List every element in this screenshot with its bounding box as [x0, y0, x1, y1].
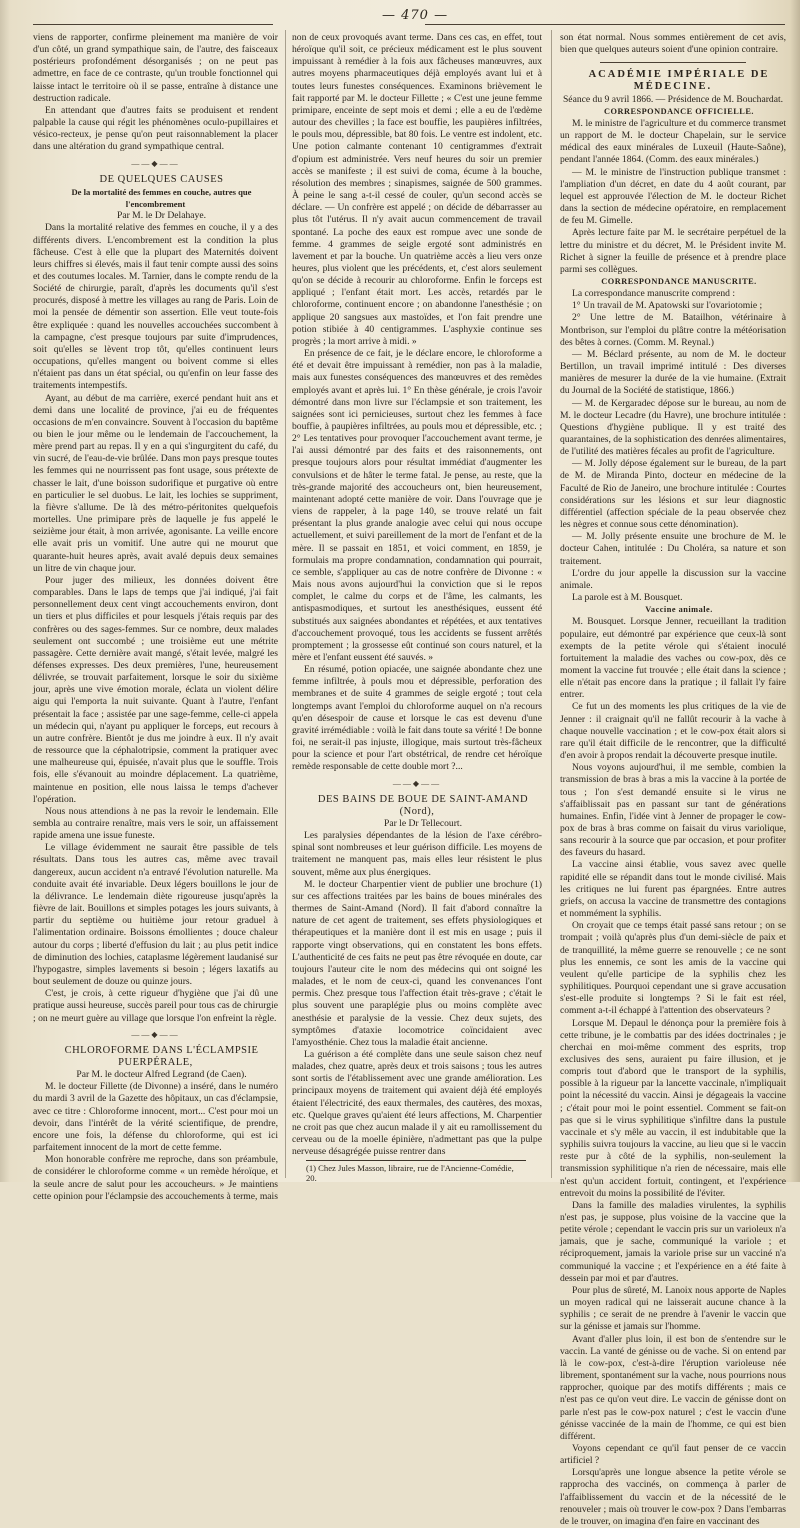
section-ornament: ——◆——: [392, 778, 442, 788]
paragraph: Lorsque M. Depaul le dénonça pour la première fois à cette tribune, je le combattis par des idées doctrinales ; je cherchai en moi-même comment des esprits, trop exclusives des sens, auraient pu faire illusion, et je compris tout d'abord que le transport de la syphilis, possible à la rigueur par la lancette vaccinale, n'impliquait point la nécessité du vaccin. Ainsi je dégageais la vaccine ; c'était pour moi le point essentiel. Comment se fait-on pas que si le virus syphilitique s'infiltre dans la pustule vaccinale et s'y mêle au vaccin, il est indubitable que la syphilis suivra toujours la vaccine, au lieu que si le vaccin reste pur à côté de la syphilis, non-seulement la transmission syphilitique n'a rien de nécessaire, mais elle n'est qu'un accident fortuit, contingent, et l'expérience entrevoit du moins la possibilité de l'éviter.: [560, 1017, 786, 1199]
paragraph: M. Bousquet. Lorsque Jenner, recueillant la tradition populaire, eut démontré par expérience que ceux-là sont exempts de la petite vérole qui s'étaient inoculé fortuitement la maladie des vaches ou cow-pox, dès ce moment la vaccine fut trouvée ; elle était dans la science ; elle n'était pas encore dans la pratique ; il fallait l'y faire entrer.: [560, 616, 786, 701]
paragraph: Pour plus de sûreté, M. Lanoix nous apporte de Naples un moyen radical qui ne laisserait aucune chance à la syphilis ; ce serait de ne prendre à l'avenir le vaccin que sur la génisse et jamais sur l'homme.: [560, 1284, 786, 1333]
subheading-official: CORRESPONDANCE OFFICIELLE.: [604, 106, 754, 116]
page-header: [0, 4, 800, 26]
paragraph: Nous nous attendions à ne pas la revoir le lendemain. Elle sembla au contraire renaître, mais vers le soir, un affaissement rapide amena une issue funeste.: [33, 805, 278, 842]
column-divider-2: [551, 30, 552, 1178]
paragraph: M. le docteur Fillette (de Divonne) a inséré, dans le numéro du mardi 3 avril de la Gazette des hôpitaux, un cas d'éclampsie, avec ce titre : Chloroforme innocent, mort... C'est pour moi un devoir, dans l'intérêt de la vérité scientifique, de prendre, encore une fois, la défense du chloroforme, qui est ici parfaitement innocent de la mort de cette femme.: [33, 1081, 278, 1154]
section-rule: [600, 62, 746, 63]
paragraph: — M. de Kergaradec dépose sur le bureau, au nom de M. le docteur Lecadre (du Havre), une brochure intitulée : Questions d'hygiène publique. Il y est traité des quarantaines, de la sophistication des denrées alimentaires, de l'utilité des matières fécales au profit de l'agriculture.: [560, 397, 786, 458]
section-title: CHLOROFORME DANS L'ÉCLAMPSIE PUERPÉRALE,: [64, 1044, 259, 1068]
paragraph: Nous voyons aujourd'hui, il me semble, combien la transmission de bras à bras a mis la vaccine à la portée de tous ; l'on s'est demandé ensuite si le virus ne s'affaiblissait pas en passant sur tant de générations humaines. Enfin, l'idée vint à Jenner de propager le cow-pox de bras à bras comme on faisait du virus variolique, sans recourir à la source que par occasion, et pour profiter des faveurs du hasard.: [560, 762, 786, 859]
session-line: Séance du 9 avril 1866. — Présidence de M. Bouchardat.: [562, 93, 784, 105]
paragraph: Mon honorable confrère me reproche, dans son préambule, de considérer le chloroforme comme « un remède héroïque, et la seule ancre de salut pour les accoucheurs. » Je maintiens cette opinion pour l'éclampsie des accouchements à terme, mais: [33, 1154, 278, 1202]
header-rule-right: [425, 24, 785, 25]
column-left: [33, 32, 278, 1202]
paragraph: M. le docteur Charpentier vient de publier une brochure (1) sur ces affections traitées par les bains de boues minérales des thermes de Saint-Amand (Nord). Il fait d'abord connaître la nature de cet agent de traitement, ses effets physiologiques et thérapeutiques et la manière dont il est mis en usage ; puis il rapporte vingt observations, qui en constatent les bons effets. L'authenticité de ces faits ne peut pas être révoquée en doute, car toujours l'auteur cite le nom des médecins qui ont soigné les malades, et le nom de ceux-ci, quand les convenances l'ont permis. Chez presque tous l'affection était très-grave ; c'était le plus souvent une paraplégie plus ou moins complète avec anesthésie et paralysie de la vessie. Chez deux sujets, des symptômes d'ataxie locomotrice coïncidaient avec l'amyosthénie. Chez tous la maladie était ancienne.: [292, 878, 542, 1048]
paragraph: — M. Béclard présente, au nom de M. le docteur Bertillon, un travail imprimé intitulé : Des diverses manières de mesurer la durée de la vie humaine. (Extrait du Journal de la Société de statistique, 1866.): [560, 348, 786, 397]
section-byline: Par M. le docteur Alfred Legrand (de Caen).: [76, 1069, 247, 1081]
paragraph: viens de rapporter, confirme pleinement ma manière de voir d'un côté, un grand sympathique sain, de l'autre, des faisceaux postérieurs profondément désorganisés ; on ne peut pas admettre, en face de ce contraste, qu'un trouble fonctionnel qui laisse intact le territoire où il se passe, entraîne à distance une destruction radicale.: [33, 32, 278, 104]
paragraph: La parole est à M. Bousquet.: [572, 592, 683, 604]
section-ornament: ——◆——: [131, 1029, 180, 1039]
paragraph: C'est, je crois, à cette rigueur d'hygiène que j'ai dû une pratique aussi heureuse, succès pareil pour tous cas de chirurgie ; on ne meurt guère au village que lorsque l'on enfreint la règle.: [33, 988, 278, 1024]
section-title: DE QUELQUES CAUSES: [99, 173, 224, 185]
paragraph: Les paralysies dépendantes de la lésion de l'axe cérébro-spinal sont nombreuses et leur guérison difficile. Les moyens de traitement ne manquent pas, mais elles leur résistent le plus souvent, même aux plus énergiques.: [292, 830, 542, 878]
paragraph: Pour juger des milieux, les données doivent être comparables. Dans le laps de temps que j'ai indiqué, j'ai fait personnellement deux cent vingt accouchements environ, dont un tiers et plus difficiles et pour lesquels j'étais requis par des confrères ou des sages-femmes. Sur ce nombre, deux malades seulement ont succombé ; une troisième eut une métrite passagère. Cette dernière avait mangé, s'était levée, malgré les défenses expresses. Des deux premières, l'une, heureusement délivrée, se trouvait parfaitement, lorsque le soir du sixième jour, après une vive émotion morale, éclata un violent délire aigu qui l'emporta la nuit suivante. Quant à l'autre, l'enfant présentait la face ; assistée par une sage-femme, celle-ci appela un médecin qui, n'ayant pu appliquer le forceps, eut recours à un autre confrère. Bientôt je dus me joindre à eux. Il n'y avait de ressource que la céphalotripsie, comment la pratiquer avec une malheureuse qui, épuisée, n'avait plus que le souffle. Trois fois, elle s'évanouit au moindre déplacement. La quatrième, maintenue en position, elle nous laissa le temps d'achever l'opération.: [33, 574, 278, 805]
paragraph: non de ceux provoqués avant terme. Dans ces cas, en effet, tout héroïque qu'il soit, ce précieux médicament est le plus souvent impuissant à remédier à la fois aux fâcheuses manœuvres, aux autres moyens pharmaceutiques déjà employés avant lui et à toutes leurs funestes conséquences. Examinons brièvement le fait rapporté par M. le docteur Fillette ; « C'est une jeune femme primipare, enceinte de sept mois et demi ; elle a eu de l'œdème autour des chevilles ; la face est bouffie, les paupières infiltrées, le pouls mou, dépressible, bat 80 fois. Le ventre est indolent, etc. Une potion calmante contenant 10 centigrammes d'extrait d'opium est administrée. Vers neuf heures du soir un premier accès se manifeste ; il est suivi de coma, écume à la bouche, résolution des membres ; sinapismes, saignée de 500 grammes. À peine le sang a-t-il cessé de couler, qu'un second accès se déclare. — Un confrère est appelé ; on décide de débarrasser au plus tôt l'utérus. Il n'y avait aucun commencement de travail spontané. La poche des eaux est rompue avec une sonde de femme. 4 grammes de seigle ergoté sont administrés en lavement et par la bouche. Un quatrième accès a lieu vers onze heures, plus violent que les précédents, et, c'est alors seulement qu'on se décide à recourir au chloroforme. Enfin le forceps est appliqué ; l'enfant était mort. Les accès, retardés par le chloroforme, continuent encore ; on abandonne l'anesthésie ; on applique 20 sangsues aux mastoïdes, et l'on fait prendre une potion stibiée à 40 centigrammes. L'asphyxie continue ses progrès ; la mort arrive à midi. »: [292, 32, 542, 347]
paragraph: Après lecture faite par M. le secrétaire perpétuel de la lettre du ministre et du décret, M. le Président invite M. Richet à signer la feuille de présence et à prendre place parmi ses collègues.: [560, 227, 786, 275]
paragraph: Avant d'aller plus loin, il est bon de s'entendre sur le vaccin. La vanté de génisse ou de vache. Si on entend par là le cow-pox, c'est-à-dire l'éruption varioleuse née librement, spontanément sur la vache, nous pourrions nous rapprocher, quoique par des motifs différents ; mais ce n'est pas ce qu'on veut dire. Le vaccin de génisse dont on parle n'est pas le cow-pox naturel ; c'est le vaccin d'une génisse vaccinée de la main de l'homme, ce qui est bien différent.: [560, 1333, 786, 1442]
section-subtitle: De la mortalité des femmes en couche, autres que l'encombrement: [71, 186, 252, 210]
column-right: [560, 32, 786, 1527]
paragraph: La guérison a été complète dans une seule saison chez neuf malades, chez quatre, après deux et trois saisons ; tous les autres sont sortis de l'établissement avec une grande amélioration. Les principaux moyens de traitement qui avaient déjà été employés étaient l'électricité, des eaux thermales, des cautères, des moxas, etc. Quelque graves qu'aient été leurs affections, M. Charpentier ne croit pas que chez aucun malade il y ait eu ramollissement du cerveau ou de la moelle épinière, n'admettant pas que la pulpe nerveuse désagrégée puisse rentrer dans: [292, 1048, 542, 1158]
paragraph: Ayant, au début de ma carrière, exercé pendant huit ans et demi dans une localité de province, j'ai eu de fréquentes occasions de m'en convaincre. Souvent à l'occasion du baptême ou bien le jour même ou le lendemain de l'accouchement, la mère prend part au repas. Il y en a qui s'ingurgitent du café, du vin sucré, de l'eau-de-vie brûlée. Dans mon pays presque toutes les femmes qui ne nourrissent pas font usage, sous prétexte de chasser le lait, d'une boisson sudorifique et purgative où entre en particulier le sel duobus. Le lait, les lochies se suppriment, la fièvre s'allume. De là des métro-péritonites quelquefois mortelles. Une primipare près de laquelle je fus appelé le seizième jour était, à mon arrivée, agonisante. La veille encore elle avait pris un vomitif. Une autre qui ne mourut que quarante-huit heures après, avait avalé depuis deux semaines un litre de vin chaque jour.: [33, 392, 278, 574]
paragraph: En attendant que d'autres faits se produisent et rendent palpable la cause qui régit les phénomènes oculo-pupillaires et vésico-recteux, je pense qu'on peut raisonnablement la placer dans une altération du grand sympathique central.: [33, 104, 278, 153]
subheading-manuscript: CORRESPONDANCE MANUSCRITE.: [601, 276, 757, 286]
paragraph: On croyait que ce temps était passé sans retour ; on se trompait ; voilà qu'après plus d'un demi-siècle de paix et de tranquillité, la même guerre se renouvelle ; ce ne sont plus les ennemis, ce sont les amis de la vaccine qui veulent qu'elle participe de la syphilis chez les syphilitiques. Pourquoi cependant une si grave accusation s'est-elle produite si longtemps ? Si le fait est réel, comment a-t-il échappé à l'attention des observateurs ?: [560, 920, 786, 1017]
paragraph: L'ordre du jour appelle la discussion sur la vaccine animale.: [560, 567, 786, 591]
section-title: DES BAINS DE BOUE DE SAINT-AMAND (Nord),: [317, 793, 529, 817]
page-edge-shadow-right: [790, 0, 800, 1182]
subheading-vaccine: Vaccine animale.: [645, 605, 713, 615]
page-edge-shadow-left: [0, 0, 10, 1182]
paragraph: En présence de ce fait, je le déclare encore, le chloroforme a été et devait être impuissant à remédier, non pas à la maladie, mais aux funestes conséquences des manœuvres et des remèdes employés avant et après lui. 1° En thèse générale, je crois l'avoir démontré dans mon livre sur l'éclampsie et son traitement, les saignées sont ici pernicieuses, surtout chez les femmes à face bouffie, à paupières infiltrées, au pouls mou et dépressible, etc. ; 2° Les tentatives pour provoquer l'accouchement avant terme, je l'ai aussi démontré par des faits et des raisonnements, ont presque toujours alors pour résultat immédiat d'augmenter les convulsions et de hâter le terme fatal. Je pense, au reste, que la très-grande majorité des accoucheurs ont, bien heureusement, maintenant adopté cette manière de voir. Dans l'ouvrage que je viens de rappeler, à la page 140, se trouve relaté un fait présentant la plus grande analogie avec celui qui nous occupe actuellement, et suivi pareillement de la mort de l'enfant et de la mère. Il se passait en 1851, et voici comment, en 1859, je formulais ma propre condamnation, condamnation qui pourrait, ce semble, s'appliquer au cas de notre confrère de Divonne : « Mais nous avons aujourd'hui la conviction que si le repos complet, le calme du corps et de l'âme, les calmants, les antispasmodiques, et surtout les anesthésiques, eussent été substitués aux saignées abondantes et répétées, et aux tentatives d'accouchement provoqué, tous les accidents se fussent arrêtés promptement ; la grossesse eût continué son cours naturel, et la mère et l'enfant eussent été sauvés. »: [292, 348, 542, 663]
paragraph: Dans la famille des maladies virulentes, la syphilis n'est pas, je suppose, plus voisine de la vaccine que la petite vérole ; cependant le vaccin pris sur un varioleux n'a jamais, que je sache, communiqué la variole ; et réciproquement, jamais la variole prise sur un vacciné n'a communiqué la vaccine ; et l'expérience en a été faite à dessein par moi et par d'autres.: [560, 1199, 786, 1284]
paragraph: En résumé, potion opiacée, une saignée abondante chez une femme infiltrée, à pouls mou et dépressible, perforation des membranes et de suite 4 grammes de seigle ergoté ; tout cela longtemps avant l'emploi du chloroforme auquel on n'a recours qu'en désespoir de cause et lorsque le cas est devenu d'une gravité irrémédiable : voilà le fait dans toute sa vérité ! De bonne foi, ne serait-il pas injuste, illogique, mais surtout très-fâcheux pour la science et pour l'art obstétrical, de rendre cet héroïque remède responsable de cette double mort ?...: [292, 664, 542, 773]
footnote: (1) Chez Jules Masson, libraire, rue de l'Ancienne-Comédie, 20.: [306, 1160, 526, 1183]
paragraph: Voyons cependant ce qu'il faut penser de ce vaccin artificiel ?: [560, 1442, 786, 1467]
section-byline: Par M. le Dr Delahaye.: [117, 210, 206, 222]
paragraph: son état normal. Nous sommes entièrement de cet avis, bien que quelques auteurs soient d'une opinion contraire.: [560, 32, 786, 56]
paragraph: 2° Une lettre de M. Batailhon, vétérinaire à Montbrison, sur l'emploi du plâtre contre la météorisation des bêtes à cornes. (Comm. M. Reynal.): [560, 312, 786, 348]
section-ornament: ——◆——: [131, 158, 180, 168]
paragraph: 1° Un travail de M. Apatowski sur l'ovariotomie ;: [572, 300, 763, 312]
paragraph: Dans la mortalité relative des femmes en couche, il y a des différents divers. L'encombrement est la condition la plus fâcheuse. C'est à elle que la plupart des Maternités doivent leurs chiffres si élevés, mais il faut tenir compte aussi des soins et des coutumes locales. M. Tarnier, dans le compte rendu de la Société de chirurgie, paraît, d'après les documents qu'il s'est procurés, disposé à mettre les villages au rang de Paris. Loin de moi la pensée de démentir son assertion. Elle veut toute-fois être expliquée : quand les nouvelles accouchées succombent à la campagne, c'est presque toujours par suite d'imprudences, soit qu'elles se lèvent trop tôt, qu'elles continuent leurs occupations, qu'elles mangent ou boivent comme si elles n'étaient pas dans un état spécial, ou qu'enfin on leur fasse des traitements intempestifs.: [33, 222, 278, 392]
paragraph: Lorsqu'après une longue absence la petite vérole se rapprocha des vaccinés, on commença à parler de l'affaiblissement du vaccin et de la nécessité de le renouveler ; mais où trouver le cow-pox ? Dans l'embarras de le trouver, on imagina d'en faire en vaccinant des: [560, 1467, 786, 1527]
paragraph: Le village évidemment ne saurait être passible de tels résultats. Dans tous les autres cas, même avec travail dangereux, aucun accident n'a entravé l'évolution naturelle. Ma conduite avait été invariable. Deux légers bouillons le jour de la délivrance. Le lendemain diète rigoureuse jusqu'après la fièvre de lait. Bouillons et simples potages les jours suivants, à partir du septième ou huitième jour retour graduel à l'alimentation ordinaire. Boissons émollientes ; douce chaleur autour du corps ; liberté d'effusion du lait ; au plus petit indice de diminution des lochies, cataplasme légèrement laudanisé sur l'hypogastre, simples lavements si besoin ; légers laxatifs au bout seulement de douze ou quinze jours.: [33, 842, 278, 988]
column-divider-1: [285, 30, 286, 1178]
page-number: — 470 —: [382, 8, 449, 23]
academy-title: ACADÉMIE IMPÉRIALE DE MÉDECINE.: [588, 69, 770, 93]
paragraph: La correspondance manuscrite comprend :: [572, 288, 736, 300]
paragraph: La vaccine ainsi établie, vous savez avec quelle rapidité elle se répandit dans tout le monde civilisé. Mais les critiques ne lui furent pas épargnées. Entre autres griefs, on accusa la vaccine de transmettre des contagions et nommément la syphilis.: [560, 859, 786, 920]
paragraph: M. le ministre de l'agriculture et du commerce transmet un rapport de M. le docteur Chapelain, sur le service médical des eaux minérales de Luxeuil (Haute-Saône), pendant l'année 1864. (Comm. des eaux minérales.): [560, 117, 786, 166]
paragraph: — M. Jolly dépose également sur le bureau, de la part de M. de Miranda Pinto, docteur en médecine de la Faculté de Rio de Janeiro, une brochure intitulée : Courtes considérations sur les lésions et sur leur diagnostic différentiel (affection spéciale de la peau observée chez les nègres et connue sous cette dénomination).: [560, 458, 786, 531]
column-middle: [292, 32, 542, 1177]
paragraph: Ce fut un des moments les plus critiques de la vie de Jenner : il craignait qu'il ne fallût recourir à la vache à chaque nouvelle vaccination ; et le cow-pox était alors si rare qu'il était difficile de le rencontrer, que la difficulté d'en avoir à propos rendait la découverte presque inutile.: [560, 701, 786, 762]
paragraph: — M. Jolly présente ensuite une brochure de M. le docteur Cahen, intitulée : Du Choléra, sa nature et son traitement.: [560, 531, 786, 567]
paragraph: — M. le ministre de l'instruction publique transmet : l'ampliation d'un décret, en date du 4 août courant, par lequel est approuvée l'élection de M. le docteur Richet dans la section de médecine opératoire, en remplacement de feu M. Gimelle.: [560, 166, 786, 227]
header-rule-left: [33, 24, 273, 25]
section-byline: Par le Dr Tellecourt.: [383, 818, 462, 829]
